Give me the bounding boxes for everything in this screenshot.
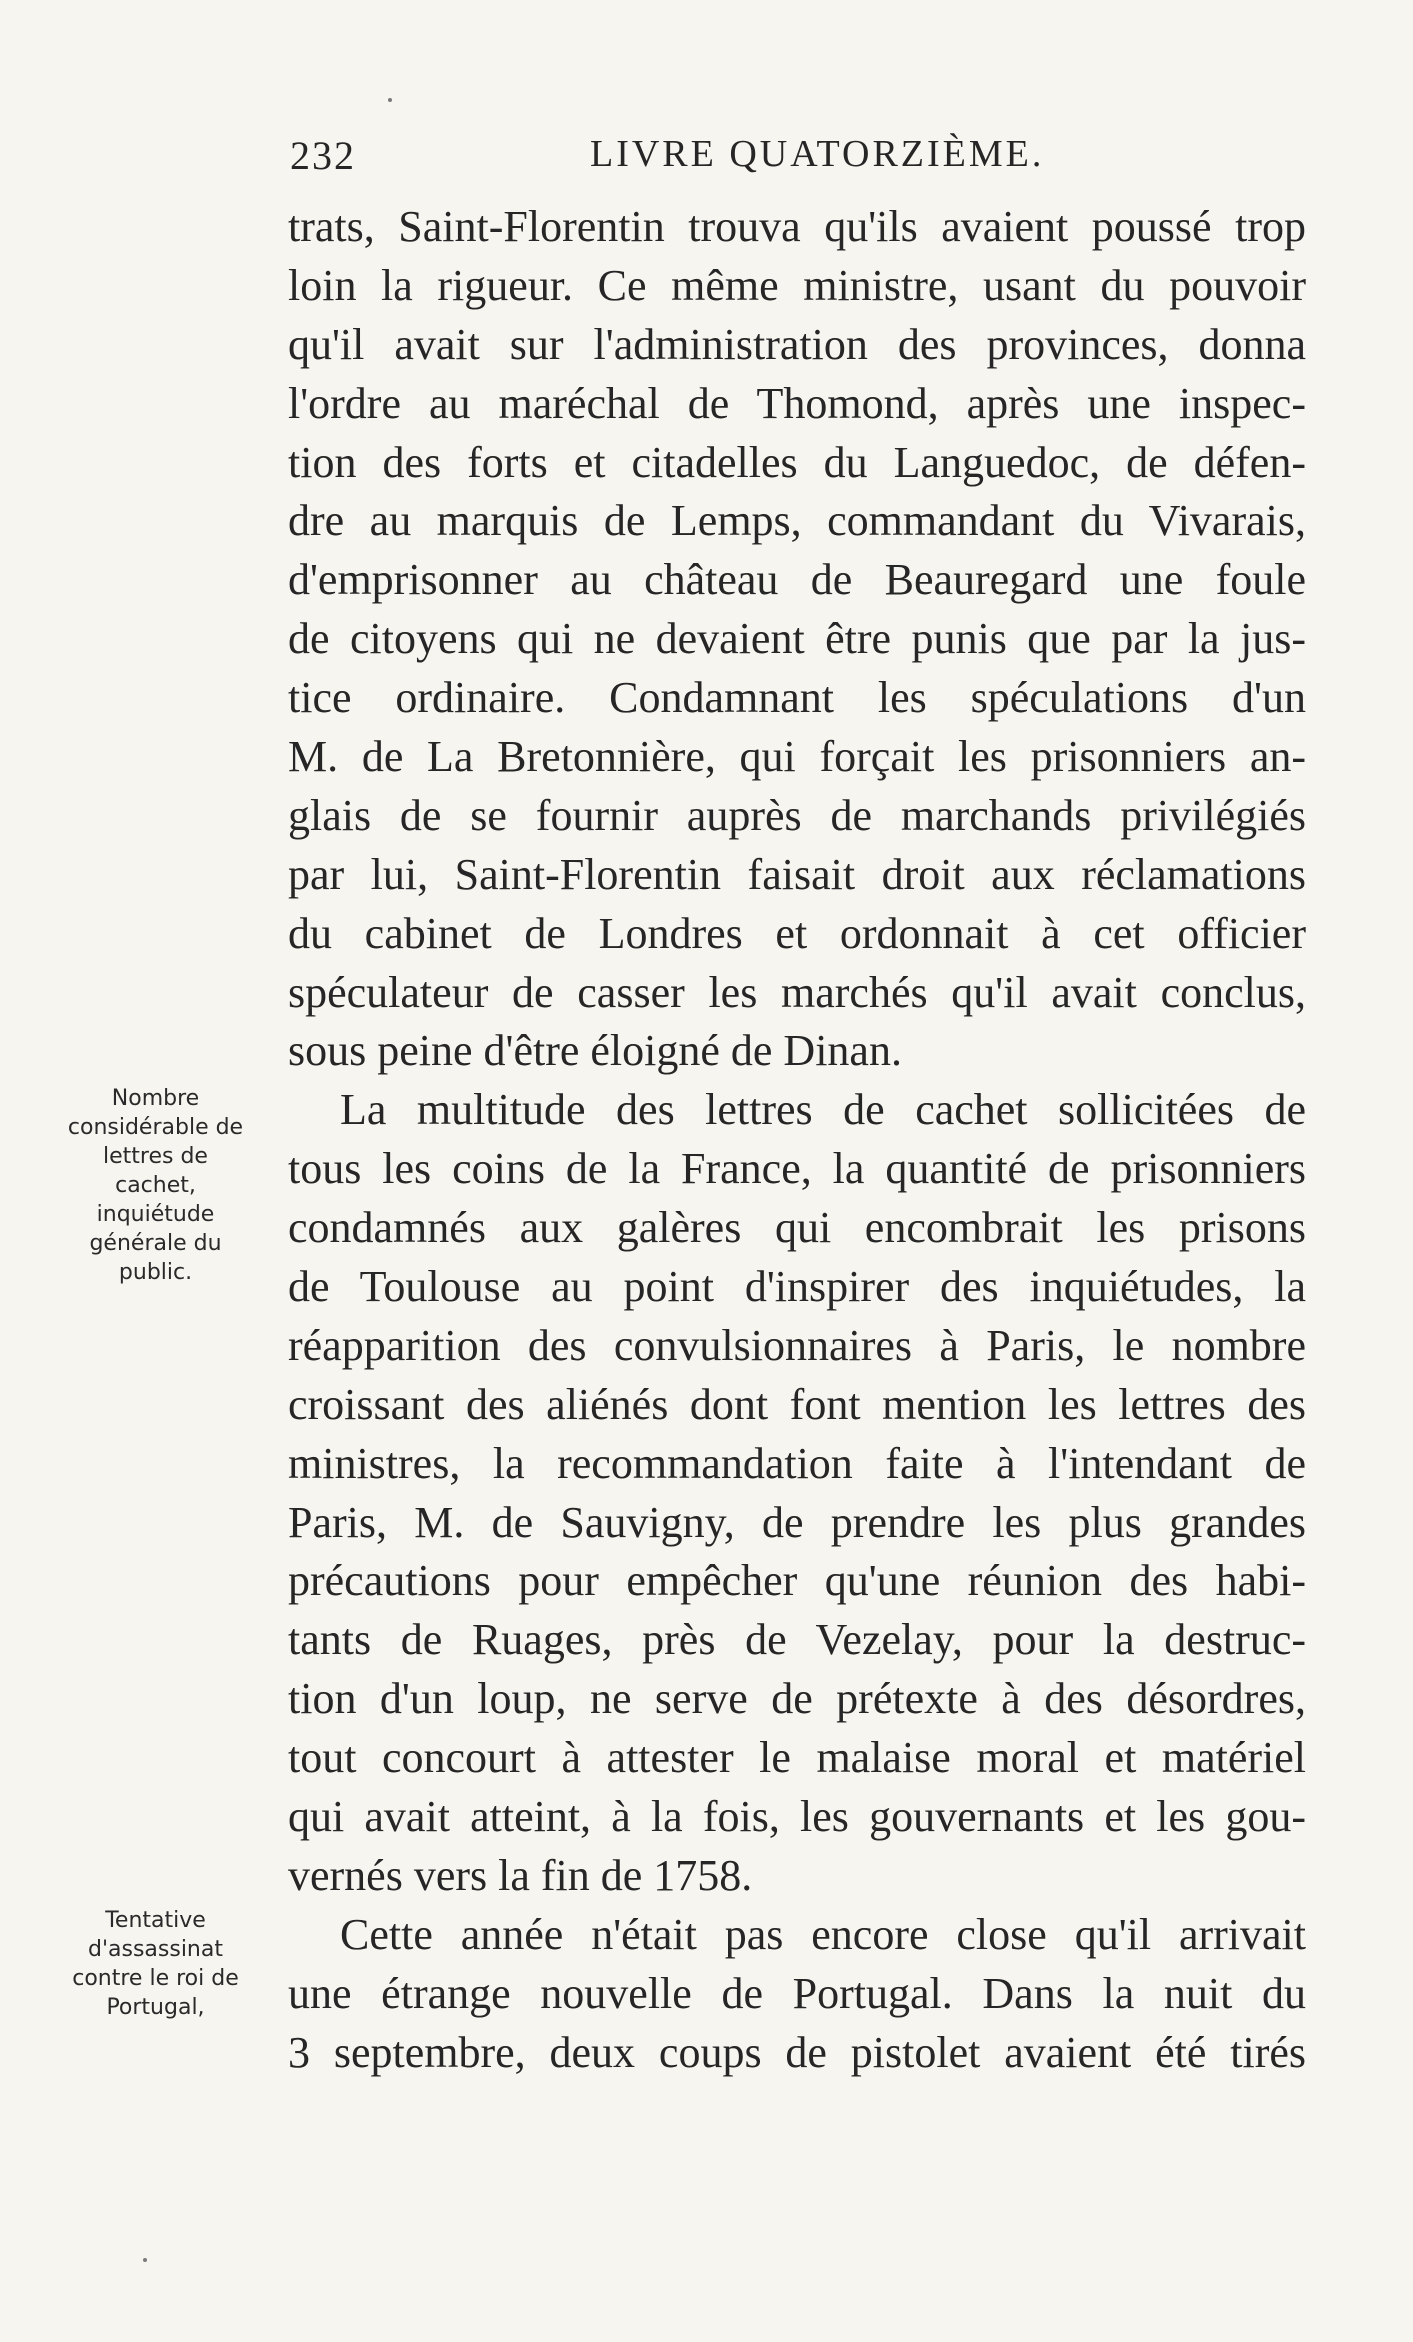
text-line: Paris, M. de Sauvigny, de prendre les plus grandes xyxy=(288,1497,1306,1547)
paragraph-start-line: La multitude des lettres de cachet sollicitées de xyxy=(340,1085,1306,1135)
margin-note-line: lettres de xyxy=(103,1144,208,1169)
paragraph-end-line: sous peine d'être éloigné de Dinan. xyxy=(288,1026,902,1076)
text-line: glais de se fournir auprès de marchands privilégiés xyxy=(288,790,1306,840)
text-line: condamnés aux galères qui encombrait les prisons xyxy=(288,1203,1306,1253)
margin-note-lettres-de-cachet xyxy=(28,1084,283,1287)
text-line: réapparition des convulsionnaires à Paris, le nombre xyxy=(288,1320,1306,1370)
margin-note-line: inquiétude xyxy=(96,1202,215,1227)
text-line: de citoyens qui ne devaient être punis que par la jus- xyxy=(288,614,1306,664)
text-line: tion des forts et citadelles du Languedoc, de défen- xyxy=(288,437,1306,487)
text-line: du cabinet de Londres et ordonnait à cet officier xyxy=(288,908,1306,958)
text-line: spéculateur de casser les marchés qu'il avait conclus, xyxy=(288,967,1306,1017)
text-line: ministres, la recommandation faite à l'intendant de xyxy=(288,1438,1306,1488)
text-line: tout concourt à attester le malaise moral et matériel xyxy=(288,1733,1306,1783)
paragraph-start-line: Cette année n'était pas encore close qu'il arrivait xyxy=(340,1909,1306,1959)
text-line: dre au marquis de Lemps, commandant du Vivarais, xyxy=(288,496,1306,546)
text-line: M. de La Bretonnière, qui forçait les prisonniers an- xyxy=(288,732,1306,782)
print-speck xyxy=(143,2258,147,2262)
text-line: qui avait atteint, à la fois, les gouvernants et les gou- xyxy=(288,1792,1306,1842)
margin-note-line: public. xyxy=(118,1260,193,1285)
print-speck xyxy=(388,98,392,102)
page-number: 232 xyxy=(290,133,356,178)
margin-note-line: générale du xyxy=(89,1231,222,1256)
text-line: trats, Saint-Florentin trouva qu'ils avaient poussé trop xyxy=(288,202,1306,251)
text-line: 3 septembre, deux coups de pistolet avaient été tirés xyxy=(288,2027,1306,2077)
margin-note-line: considérable de xyxy=(67,1115,244,1140)
text-line: loin la rigueur. Ce même ministre, usant du pouvoir xyxy=(288,260,1306,310)
text-line: d'emprisonner au château de Beauregard une foule xyxy=(288,555,1306,605)
running-title: LIVRE QUATORZIÈME. xyxy=(590,133,1045,175)
paragraph-end-line: vernés vers la fin de 1758. xyxy=(288,1850,753,1900)
body-text xyxy=(288,198,1306,2083)
margin-note-line: Tentative xyxy=(105,1908,206,1933)
text-line: qu'il avait sur l'administration des provinces, donna xyxy=(288,319,1306,369)
text-line: tice ordinaire. Condamnant les spéculations d'un xyxy=(288,673,1306,723)
margin-note-tentative-assassinat xyxy=(28,1906,283,2022)
margin-note-line: Nombre xyxy=(111,1086,200,1111)
text-line: de Toulouse au point d'inspirer des inquiétudes, la xyxy=(288,1262,1306,1312)
text-line: une étrange nouvelle de Portugal. Dans la nuit du xyxy=(288,1968,1306,2018)
text-line: tants de Ruages, près de Vezelay, pour la destruc- xyxy=(288,1615,1306,1665)
text-line: tous les coins de la France, la quantité de prisonniers xyxy=(288,1144,1306,1194)
page-header xyxy=(290,132,1305,184)
margin-note-line: Portugal, xyxy=(106,1995,205,2020)
text-line: croissant des aliénés dont font mention les lettres des xyxy=(288,1379,1306,1429)
margin-note-line: d'assassinat xyxy=(88,1937,223,1962)
margin-note-line: contre le roi de xyxy=(72,1966,239,1991)
text-line: précautions pour empêcher qu'une réunion des habi- xyxy=(288,1556,1306,1606)
margin-note-line: cachet, xyxy=(115,1173,196,1198)
text-line: l'ordre au maréchal de Thomond, après une inspec- xyxy=(288,378,1306,428)
text-line: par lui, Saint-Florentin faisait droit aux réclamations xyxy=(288,849,1306,899)
text-line: tion d'un loup, ne serve de prétexte à des désordres, xyxy=(288,1674,1306,1724)
